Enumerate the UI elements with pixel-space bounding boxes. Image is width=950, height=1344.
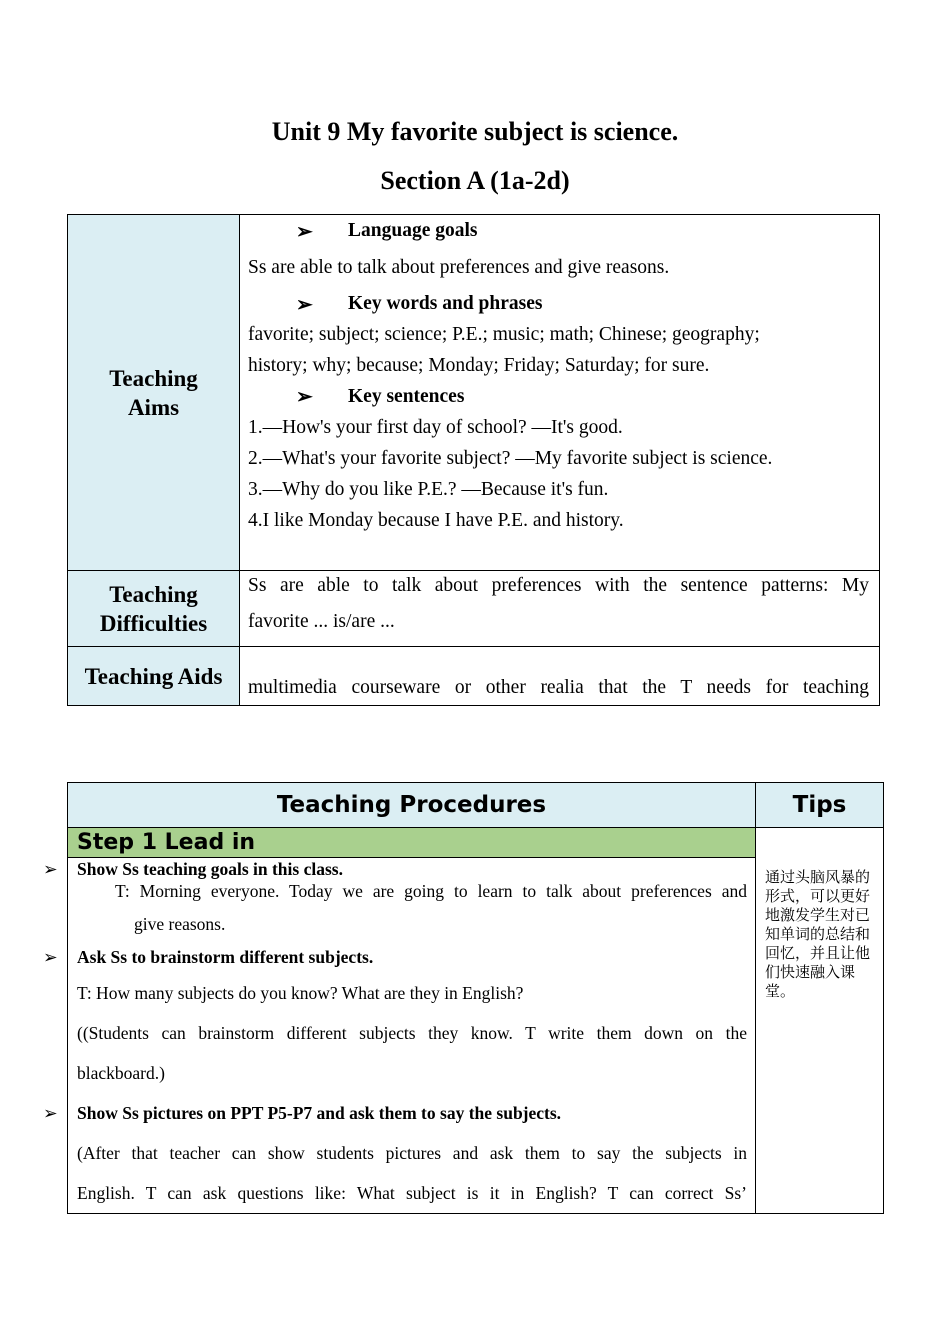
item-text: T: Morning everyone. Today we are going to learn to talk about preferences and [115,881,747,901]
key-words-line: history; why; because; Monday; Friday; Saturday; for sure. [248,355,710,376]
item-text: T: How many subjects do you know? What are they in English? [77,983,524,1003]
language-goals-text: Ss are able to talk about preferences and give reasons. [248,257,670,278]
item-text: English. T can ask questions like: What subject is it in English? T can correct Ss’ [77,1183,747,1203]
procedures-header: Teaching Procedures [68,783,756,828]
key-sentences-heading: ➢ Key sentences [248,381,869,412]
key-words-heading: ➢ Key words and phrases [248,289,869,319]
teaching-aims-label: Teaching Aims [68,215,240,571]
aids-text: multimedia courseware or other realia that the T needs for teaching [248,677,869,698]
item-text: ((Students can brainstorm different subjects they know. T write them down on the [77,1023,747,1043]
key-sentence: 2.—What's your favorite subject? —My favorite subject is science. [248,448,773,469]
bullet-arrow-icon: ➢ [296,293,313,316]
teaching-aims-content [240,215,880,571]
procedure-item: ➢ Show Ss pictures on PPT P5-P7 and ask them to say the subjects. [77,1093,747,1133]
step-1-content [43,858,756,1214]
teaching-difficulties-content [240,571,880,647]
teaching-difficulties-label: Teaching Difficulties [68,571,240,647]
item-text: give reasons. [134,914,226,934]
item-text: (After that teacher can show students pictures and ask them to say the subjects in [77,1143,747,1163]
difficulties-line: Ss are able to talk about preferences with the sentence patterns: My [248,575,869,596]
difficulties-line: favorite ... is/are ... [248,611,395,632]
item-text: blackboard.) [77,1063,165,1083]
teaching-aids-label: Teaching Aids [68,647,240,706]
document-title: Unit 9 My favorite subject is science. [271,117,679,146]
bullet-arrow-icon: ➢ [43,1103,58,1123]
bullet-arrow-icon: ➢ [43,859,58,879]
key-words-line: favorite; subject; science; P.E.; music; math; Chinese; geography; [248,324,760,345]
language-goals-heading: ➢ Language goals [248,216,869,246]
bullet-arrow-icon: ➢ [296,386,313,408]
section-subtitle: Section A (1a-2d) [380,166,570,195]
tips-cell: 通过头脑风暴的形式，可以更好地激发学生对已知单词的总结和回忆，并且让他们快速融入课堂。 [756,828,884,1214]
key-sentence: 4.I like Monday because I have P.E. and history. [248,510,624,531]
teaching-aids-content [240,647,880,706]
key-sentence: 3.—Why do you like P.E.? —Because it's fun. [248,479,609,500]
teaching-procedures-table [43,782,884,1214]
tips-header: Tips [756,783,884,828]
step-1-title: Step 1 Lead in [68,828,756,858]
bullet-arrow-icon: ➢ [43,947,58,967]
bullet-arrow-icon: ➢ [296,220,313,243]
procedure-item: ➢ Show Ss teaching goals in this class. [43,859,343,879]
teaching-aims-table [67,214,880,706]
procedure-item: ➢ Ask Ss to brainstorm different subjects. [43,947,374,967]
key-sentence: 1.—How's your first day of school? —It's good. [248,417,623,438]
